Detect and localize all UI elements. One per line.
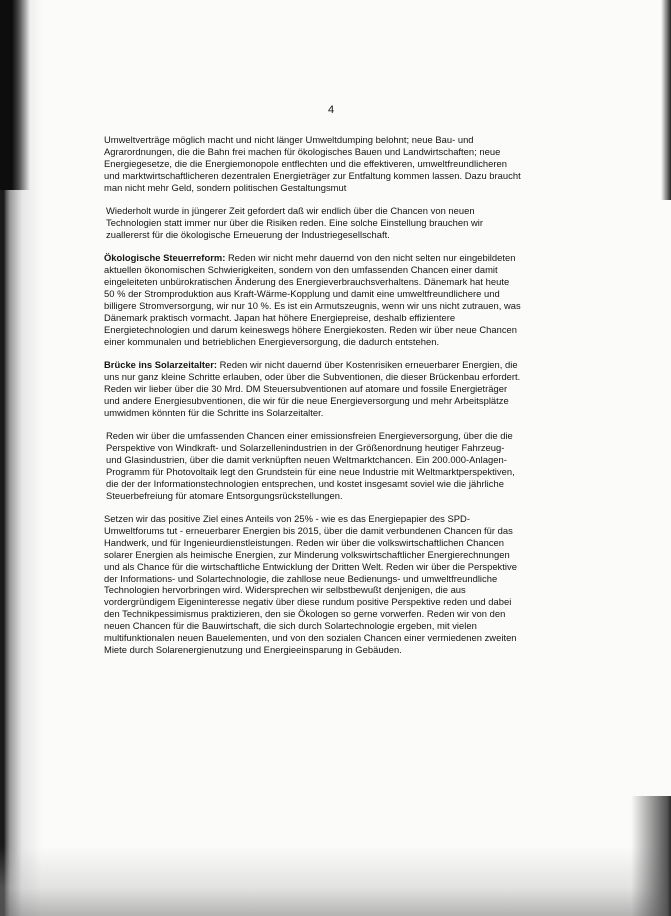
paragraph-2 bbox=[104, 205, 522, 241]
paragraph-text: Setzen wir das positive Ziel eines Anteils von 25% - wie es das Energiepapier des SPD-Umweltforums tut - erneuerbarer Energien bis 2015, über die damit verbundenen Chancen für das Handwerk, und für Ingenieurdienstleistungen. Reden wir über die volkswirtschaftlichen Chancen solarer Energien als heimische Energien, zur Minderung volkswirtschaftlicher Energierechnungen und als Chance für die wirtschaftliche Entwicklung der Dritten Welt. Reden wir über die Perspektive der Informations- und Solartechnologie, die zahllose neue Bedienungs- und umweltfreundliche Technologien hervorbringen wird. Widersprechen wir selbstbewußt denjenigen, die aus vordergründigem Eigeninteresse negativ über diese rundum positive Perspektive reden und dabei den Technikpessimismus praktizieren, den sie Ökologen so gerne vorwerfen. Reden wir von den neuen Chancen für die Bauwirtschaft, die sich durch Solartechnologie ergeben, mit vielen multifunktionalen neuen Bauelementen, und von den sozialen Chancen einer vermiedenen zweiten Miete durch Solarenergienutzung und Energieeinsparung in Gebäuden. bbox=[104, 512, 517, 655]
paragraph-text: Reden wir über die umfassenden Chancen einer emissionsfreien Energieversorgung, über die die Perspektive von Windkraft- und Solarzellenindustrien in der Größenordnung heutiger Fahrzeug- und Glasindustrien, über die damit verknüpften neuen Weltmarktchancen. Ein 200.000-Anlagen-Programm für Photovoltaik legt den Grundstein für eine neue Industrie mit Weltmarktperspektiven, die der der Informationstechnologien entsprechen, und kostet insgesamt soviel wie die jährliche Steuerbefreiung für atomare Entsorgungsrückstellungen. bbox=[106, 430, 515, 501]
scan-edge-shadow-bottom-right bbox=[631, 796, 671, 916]
paragraph-bruecke-ins-solarzeitalter bbox=[104, 359, 522, 419]
paragraph-text: Wiederholt wurde in jüngerer Zeit gefordert daß wir endlich über die Chancen von neuen Technologien statt immer nur über die Risiken reden. Eine solche Einstellung brauchen wir zuallererst für die ökologische Erneuerung der Industriegesellschaft. bbox=[106, 205, 483, 240]
paragraph-text: Umweltverträge möglich macht und nicht länger Umweltdumping belohnt; neue Bau- und Agrarordnungen, die die Bahn frei machen für ökologisches Bauen und Landwirtschaften; neue Energiegesetze, die die Energiemonopole entflechten und die effektiveren, umweltfreundlicheren und marktwirtschaftlicheren dezentralen Energieträger zur Entfaltung kommen lassen. Dazu braucht man nicht mehr Geld, sondern politischen Gestaltungsmut bbox=[104, 134, 521, 193]
scan-edge-shadow-bottom bbox=[0, 846, 671, 916]
scan-edge-shadow-left-top bbox=[0, 0, 30, 190]
paragraph-oekologische-steuerreform bbox=[104, 252, 522, 347]
section-heading-bruecke-ins-solarzeitalter: Brücke ins Solarzeitalter: bbox=[104, 359, 218, 370]
paragraph-text: Reden wir nicht mehr dauernd von den nicht selten nur eingebildeten aktuellen ökonomischen Schwierigkeiten, sondern von den umfassenden Chancen einer damit eingeleiteten unbürokratischen Änderung des Energieverbrauchsverhaltens. Dänemark hat heute 50 % der Stromproduktion aus Kraft-Wärme-Kopplung und damit eine umweltfreundlichere und billigere Stromversorgung, wir nur 10 %. Es ist ein Armutszeugnis, wenn wir uns nicht zutrauen, was Dänemark praktisch vormacht. Japan hat höhere Energiepreise, deshalb effizientere Energietechnologien und darum keineswegs höhere Energiekosten. Reden wir über neue Chancen einer kommunalen und betrieblichen Energieversorgung, die dadurch entstehen. bbox=[104, 252, 521, 347]
paragraph-5 bbox=[104, 430, 522, 501]
paragraph-1 bbox=[104, 134, 522, 194]
paragraph-6 bbox=[104, 513, 522, 656]
section-heading-oekologische-steuerreform: Ökologische Steuerreform: bbox=[104, 252, 226, 264]
document-body bbox=[104, 134, 522, 667]
paragraph-text: Reden wir nicht dauernd über Kostenrisiken erneuerbarer Energien, die uns nur ganz kleine Schritte erlauben, oder über die Subventionen, die dieser Brückenbau erfordert. Reden wir lieber über die 30 Mrd. DM Steuersubventionen auf atomare und fossile Energieträger und andere Energiesubventionen, die wir für die neue Energieversorgung und mehr Arbeitsplätze umwidmen könnten für die Schritte ins Solarzeitalter. bbox=[104, 359, 521, 418]
scan-edge-shadow-right bbox=[661, 0, 671, 200]
page-number: 4 bbox=[328, 104, 335, 116]
